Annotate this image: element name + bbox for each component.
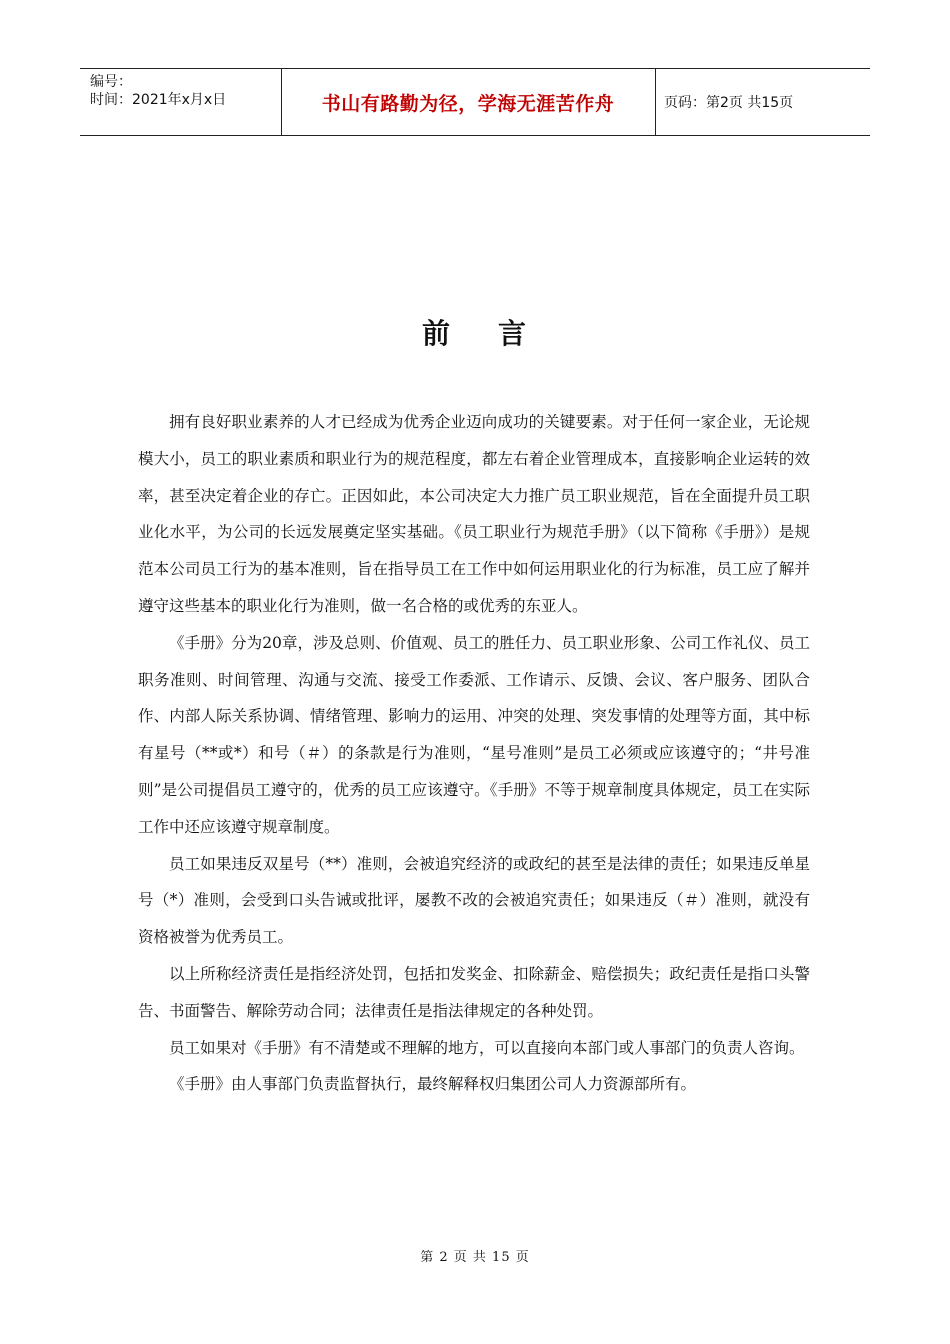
header-motto: 书山有路勤为径，学海无涯苦作舟 (321, 92, 615, 115)
page-footer: 第 2 页 共 15 页 (420, 1250, 530, 1265)
page-title (0, 312, 950, 352)
paragraph: 员工如果对《手册》有不清楚或不理解的地方，可以直接向本部门或人事部门的负责人咨询。 (169, 1038, 805, 1057)
paragraph: 拥有良好职业素养的人才已经成为优秀企业迈向成功的关键要素。对于任何一家企业，无论规模大小，员工的职业素质和职业行为的规范程度，都左右着企业管理成本，直接影响企业运转的效率，甚至决定着企业的存亡。正因如此，本公司决定大力推广员工职业规范，旨在全面提升员工职业化水平，为公司的长远发展奠定坚实基础。《员工职业行为规范手册》（以下简称《手册》）是规范本公司员工行为的基本准则，旨在指导员工在工作中如何运用职业化的行为标准，员工应了解并遵守这些基本的职业化行为准则，做一名合格的或优秀的东亚人。 (138, 413, 810, 615)
page-header (80, 68, 870, 136)
document-number-label: 编号： (90, 74, 132, 90)
paragraph: 以上所称经济责任是指经济处罚，包括扣发奖金、扣除薪金、赔偿损失；政纪责任是指口头警告、书面警告、解除劳动合同；法律责任是指法律规定的各种处罚。 (138, 964, 810, 1020)
paragraph: 《手册》分为20章，涉及总则、价值观、员工的胜任力、员工职业形象、公司工作礼仪、员工职务准则、时间管理、沟通与交流、接受工作委派、工作请示、反馈、会议、客户服务、团队合作、内部人际关系协调、情绪管理、影响力的运用、冲突的处理、突发事情的处理等方面，其中标有星号（**或*）和号（＃）的条款是行为准则，“星号准则”是员工必须或应该遵守的；“井号准则”是公司提倡员工遵守的，优秀的员工应该遵守。《手册》不等于规章制度具体规定，员工在实际工作中还应该遵守规章制度。 (138, 633, 810, 836)
document-date-label: 时间：2021年x月x日 (90, 92, 227, 108)
body-content (138, 404, 810, 1103)
page-title-char-1: 前 (421, 317, 452, 350)
paragraph: 《手册》由人事部门负责监督执行，最终解释权归集团公司人力资源部所有。 (169, 1075, 697, 1094)
header-page-indicator: 页码：第2页 共15页 (664, 95, 794, 111)
header-divider-right (655, 69, 656, 135)
page-title-char-2: 言 (498, 317, 529, 350)
paragraph: 员工如果违反双星号（**）准则，会被追究经济的或政纪的甚至是法律的责任；如果违反单星号（*）准则，会受到口头告诫或批评，屡教不改的会被追究责任；如果违反（＃）准则，就没有资格被誉为优秀员工。 (138, 854, 810, 947)
header-meta (90, 73, 280, 109)
